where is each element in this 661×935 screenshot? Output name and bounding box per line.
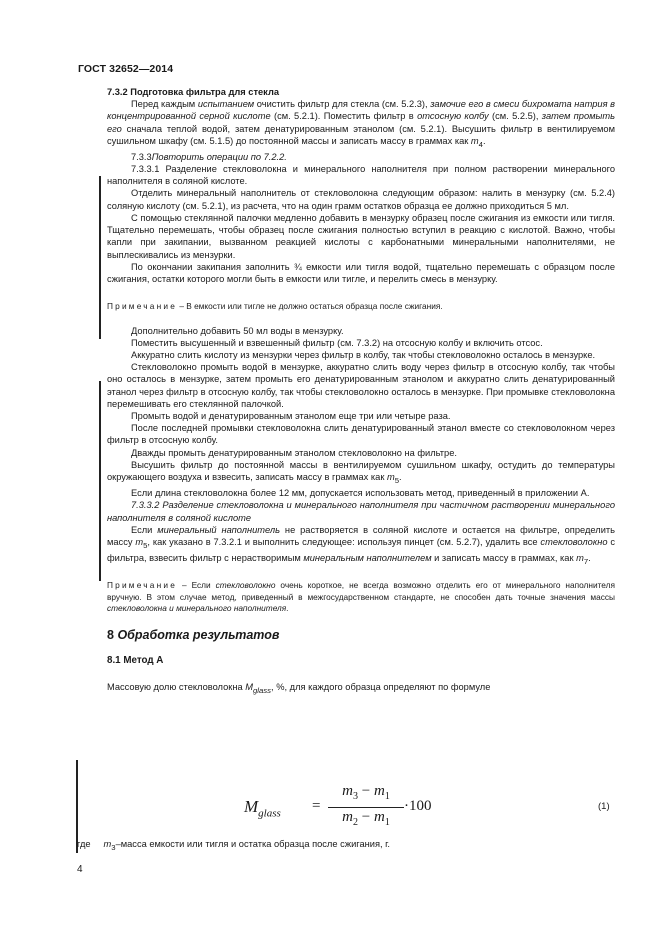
change-bar	[99, 176, 101, 339]
formula-number: (1)	[598, 801, 610, 812]
note: Примечание – В емкости или тигле не должно остаться образца после сжигания.	[107, 301, 443, 312]
section-7-3-3: 7.3.3Повторить операции по 7.2.2.	[131, 151, 287, 162]
section-7-3-3-1-title: 7.3.3.1 Разделение стекловолокна и минерального наполнителя при полном растворении минерального наполнителя в соляной кислоте.	[107, 164, 615, 187]
formula-legend: где $m_3$–масса емкости или тигля и остатка образца после сжигания, г.	[77, 839, 390, 852]
paragraph: С помощью стеклянной палочки медленно добавить в мензурку образец после сжигания из емкости или тигля. Тщательно перемешать, чтобы образец после сжигания полностью вступил в реакцию с кислотой. Важно, чтобы капли при закипании, вызванном реакцией кислоты с карбонатными минеральными наполнителями, не выплескивались из мензурки.	[107, 212, 615, 260]
paragraph: Если длина стекловолокна более 12 мм, допускается использовать метод, приведенный в приложении А.	[131, 488, 590, 499]
paragraph: Дополнительно добавить 50 мл воды в мензурку.	[131, 325, 344, 336]
paragraph: По окончании закипания заполнить ¾ емкости или тигля водой, тщательно перемешать с образцом после сжигания, остатки которого могли быть в емкости или тигле, и перелить смесь в мензурку.	[107, 261, 615, 284]
section-8-1-title: 8.1 Метод А	[107, 654, 164, 666]
fraction-bar	[328, 807, 404, 808]
paragraph: Отделить минеральный наполнитель от стекловолокна следующим образом: налить в мензурку (см. 5.2.4) соляную кислоту (см. 5.2.1), из расчета, что на один грамм остатков образца ее должно приходиться 5 мл.	[107, 188, 615, 211]
paragraph: Перед каждым испытанием очистить фильтр для стекла (см. 5.2.3), замочие его в смеси бихромата натрия в концентрированной серной кислоте (см. 5.2.1). Поместить фильтр в отсосную колбу (см. 5.2.5), затем промыть его сначала теплой водой, затем денатурированным этанолом (см. 5.2.1). Высушить фильтр в вентилируемом сушильном шкафу (см. 5.1.5) до постоянной массы и записать массу в граммах как $m_4$.	[107, 99, 616, 149]
paragraph: Высушить фильтр до постоянной массы в вентилируемом сушильном шкафу, остудить до температуры окружающего воздуха и взвесить, записать массу в граммах как $m_5$.	[107, 459, 615, 485]
document-body	[107, 86, 615, 697]
formula: $M_{glass}$ = $m_3 - m_1$ $m_2 - m_1$ ·100	[244, 783, 432, 828]
change-bar	[99, 381, 101, 581]
paragraph: Дважды промыть денатурированным этанолом стекловолокно на фильтре.	[131, 447, 457, 458]
paragraph: Аккуратно слить кислоту из мензурки через фильтр в колбу, так чтобы стекловолокно осталось в мензурке.	[131, 350, 596, 361]
document-header: ГОСТ 32652—2014	[78, 63, 174, 75]
page-number: 4	[77, 864, 83, 875]
paragraph: Если минеральный наполнитель не растворяется в соляной кислоте и остается на фильтре, определить массу $m_5$, как указано в 7.3.2.1 и выполнить следующее: используя пинцет (см. 5.2.7), удалить все стекловолокно с фильтра, взвесить фильтр с нерастворимым минеральным наполнителем и записать массу в граммах, как $m_7$.	[107, 524, 615, 566]
note: Примечание – Если стекловолокно очень короткое, не всегда возможно отделить его от минерального наполнителя вручную. В этом случае метод, приведенный в межгосударственном стандарте, не способен дать точные значения массы стекловолокна и минерального наполнителя.	[107, 580, 615, 614]
paragraph: Стекловолокно промыть водой в мензурке, аккуратно слить воду через фильтр в отсосную колбу, так чтобы оно осталось в мензурке, затем промыть его денатурированным этанолом и аккуратно слить денатурированный этанол через фильтр в отсосную колбу, так чтобы стекловолокно осталось в мензурке. При промывке стекловолокна перемешивать его стеклянной палочкой.	[107, 362, 615, 409]
paragraph: Поместить высушенный и взвешенный фильтр (см. 7.3.2) на отсосную колбу и включить отсос.	[131, 337, 543, 348]
section-7-3-3-2-title: 7.3.3.2 Разделение стекловолокна и минерального наполнителя при частичном растворении минерального наполнителя в соляной кислоте	[107, 500, 615, 523]
section-8-title: 8 Обработка результатов	[107, 627, 280, 642]
paragraph: После последней промывки стекловолокна слить денатурированный этанол вместе со стекловолокном через фильтр в отсосную колбу.	[107, 423, 615, 446]
paragraph: Промыть водой и денатурированным этанолом еще три или четыре раза.	[131, 411, 451, 422]
section-7-3-2-title: 7.3.2 Подготовка фильтра для стекла	[107, 87, 280, 97]
paragraph: Массовую долю стекловолокна $M_{glass}$, %, для каждого образца определяют по формуле	[107, 681, 491, 695]
